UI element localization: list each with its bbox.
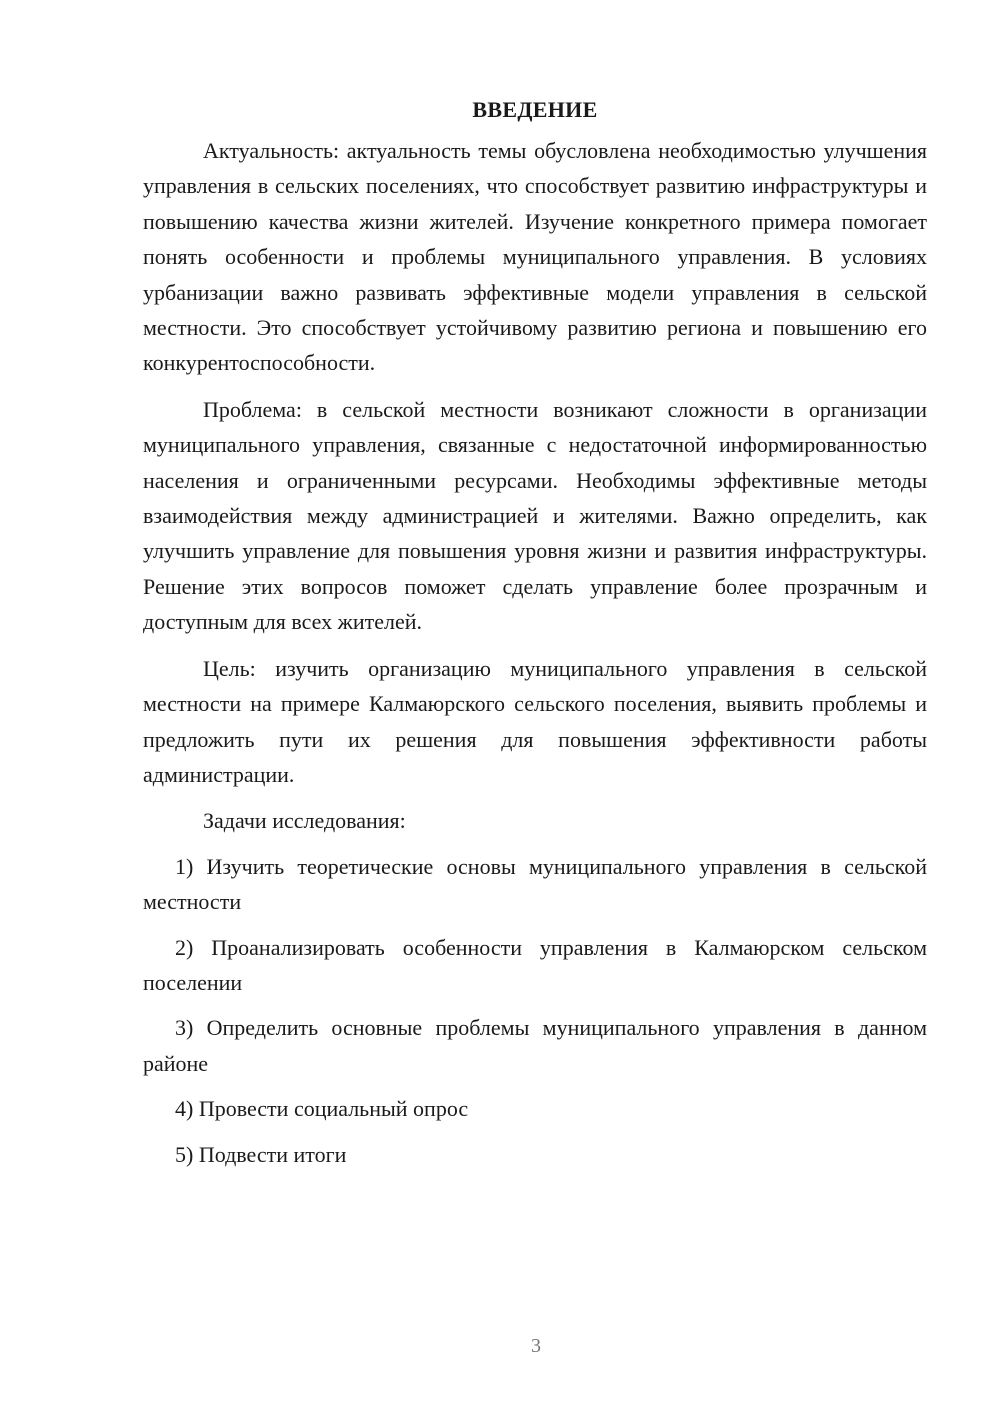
paragraph-relevance: Актуальность: актуальность темы обусловлена необходимостью улучшения управления в сельских поселениях, что способствует развитию инфраструктуры и повышению качества жизни жителей. Изучение конкретного примера помогает понять особенности и проблемы муниципального управления. В условиях урбанизации важно развивать эффективные модели управления в сельской местности. Это способствует устойчивому развитию региона и повышению его конкурентоспособности. [143, 138, 927, 376]
page-title: ВВЕДЕНИЕ [472, 97, 598, 122]
tasks-list [143, 849, 927, 1172]
tasks-heading: Задачи исследования: [203, 808, 406, 834]
page-number: 3 [531, 1335, 541, 1357]
task-item: 2) Проанализировать особенности управления в Калмаюрском сельском поселении [143, 934, 927, 995]
paragraph-problem: Проблема: в сельской местности возникают сложности в организации муниципального управления, связанные с недостаточной информированностью населения и ограниченными ресурсами. Необходимы эффективные методы взаимодействия между администрацией и жителями. Важно определить, как улучшить управление для повышения уровня жизни и развития инфраструктуры. Решение этих вопросов поможет сделать управление более прозрачным и доступным для всех жителей. [143, 396, 927, 635]
task-item: 4) Провести социальный опрос [175, 1096, 469, 1122]
task-item: 5) Подвести итоги [175, 1141, 347, 1167]
paragraph-goal: Цель: изучить организацию муниципального управления в сельской местности на примере Калмаюрского сельского поселения, выявить проблемы и предложить пути их решения для повышения эффективности работы администрации. [143, 655, 927, 787]
task-item: 3) Определить основные проблемы муниципального управления в данном районе [143, 1015, 927, 1076]
task-item: 1) Изучить теоретические основы муниципального управления в сельской местности [143, 853, 927, 915]
page-content [143, 92, 927, 1182]
